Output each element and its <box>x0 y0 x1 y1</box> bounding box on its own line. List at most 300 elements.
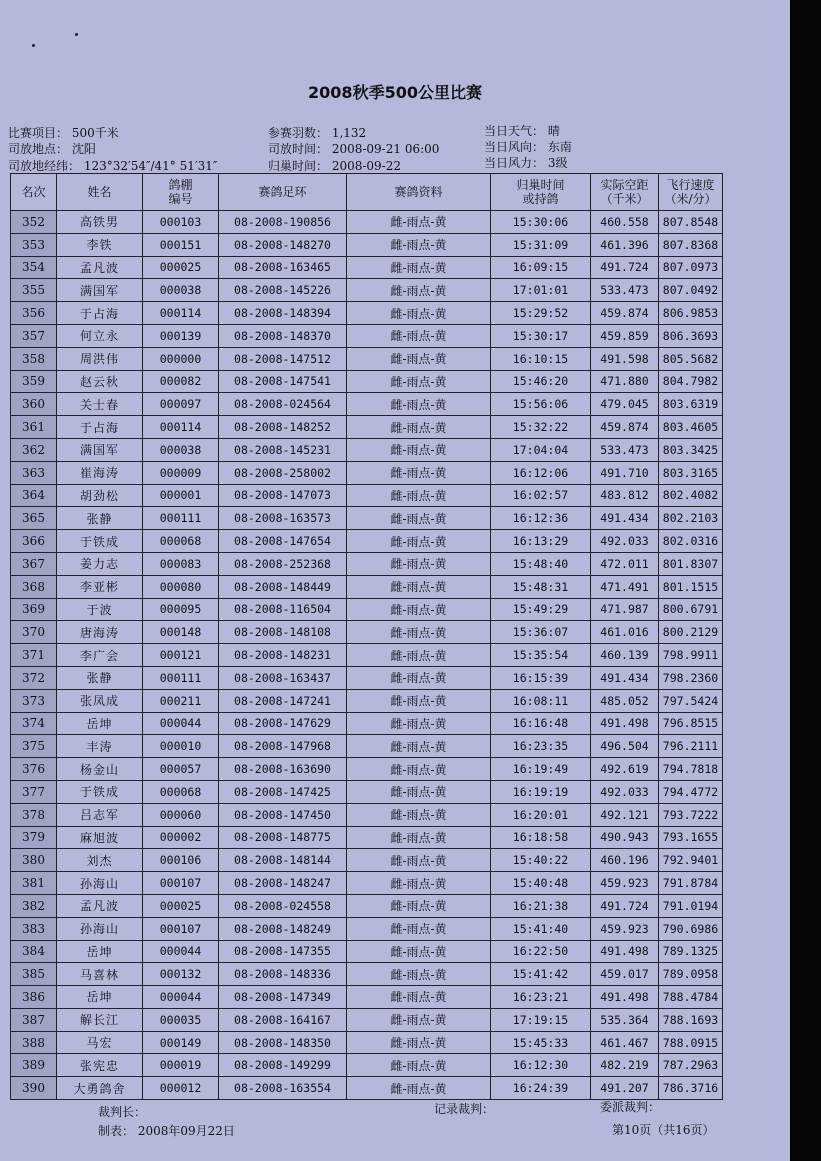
cell-speed: 807.0492 <box>659 279 723 302</box>
cell-name: 于占海 <box>57 302 143 325</box>
cell-arrival: 15:40:48 <box>491 872 591 895</box>
cell-rank: 353 <box>11 233 57 256</box>
cell-arrival: 15:40:22 <box>491 849 591 872</box>
cell-speed: 803.3425 <box>659 438 723 461</box>
cell-loft-id: 000068 <box>143 530 219 553</box>
info-entries: 参赛羽数： 1,132 <box>268 126 367 140</box>
cell-rank: 383 <box>11 917 57 940</box>
cell-rank: 354 <box>11 256 57 279</box>
info-release-place: 司放地点： 沈阳 <box>8 142 96 156</box>
cell-distance: 482.219 <box>591 1054 659 1077</box>
cell-ring: 08-2008-163554 <box>219 1077 347 1100</box>
page-title: 2008秋季500公里比赛 <box>308 83 482 102</box>
cell-loft-id: 000057 <box>143 758 219 781</box>
cell-name: 赵云秋 <box>57 370 143 393</box>
cell-rank: 357 <box>11 324 57 347</box>
cell-distance: 533.473 <box>591 279 659 302</box>
table-row <box>11 780 723 803</box>
cell-name: 高铁男 <box>57 211 143 234</box>
cell-distance: 460.196 <box>591 849 659 872</box>
cell-loft-id: 000002 <box>143 826 219 849</box>
cell-distance: 459.874 <box>591 416 659 439</box>
cell-arrival: 15:48:40 <box>491 552 591 575</box>
header-col-arrival: 归巢时间 或持鸽 <box>491 174 591 211</box>
cell-speed: 791.8784 <box>659 872 723 895</box>
cell-bird-info: 雌-雨点-黄 <box>347 211 491 234</box>
table-row <box>11 986 723 1009</box>
table-row <box>11 940 723 963</box>
cell-name: 崔海涛 <box>57 461 143 484</box>
cell-ring: 08-2008-148350 <box>219 1031 347 1054</box>
cell-ring: 08-2008-163437 <box>219 666 347 689</box>
cell-distance: 479.045 <box>591 393 659 416</box>
table-row <box>11 963 723 986</box>
info-wind-force: 当日风力： 3级 <box>484 156 568 170</box>
cell-ring: 08-2008-148370 <box>219 324 347 347</box>
cell-rank: 356 <box>11 302 57 325</box>
cell-name: 杨金山 <box>57 758 143 781</box>
cell-distance: 490.943 <box>591 826 659 849</box>
cell-distance: 461.396 <box>591 233 659 256</box>
cell-ring: 08-2008-252368 <box>219 552 347 575</box>
header-col-distance: 实际空距 （千米） <box>591 174 659 211</box>
table-row <box>11 872 723 895</box>
cell-speed: 802.4082 <box>659 484 723 507</box>
table-row <box>11 211 723 234</box>
cell-name: 吕志军 <box>57 803 143 826</box>
cell-name: 于铁成 <box>57 780 143 803</box>
cell-speed: 790.6986 <box>659 917 723 940</box>
table-row <box>11 507 723 530</box>
cell-loft-id: 000083 <box>143 552 219 575</box>
cell-loft-id: 000095 <box>143 598 219 621</box>
cell-speed: 794.4772 <box>659 780 723 803</box>
cell-speed: 787.2963 <box>659 1054 723 1077</box>
scan-speck <box>75 33 78 36</box>
cell-loft-id: 000060 <box>143 803 219 826</box>
cell-speed: 794.7818 <box>659 758 723 781</box>
info-weather: 当日天气： 晴 <box>484 124 560 138</box>
cell-rank: 371 <box>11 644 57 667</box>
cell-name: 马喜林 <box>57 963 143 986</box>
table-row <box>11 530 723 553</box>
table-row <box>11 416 723 439</box>
cell-ring: 08-2008-024558 <box>219 894 347 917</box>
cell-rank: 379 <box>11 826 57 849</box>
cell-ring: 08-2008-149299 <box>219 1054 347 1077</box>
header-col-speed: 飞行速度 （米/分） <box>659 174 723 211</box>
footer-referee: 裁判长： <box>98 1105 147 1119</box>
cell-ring: 08-2008-147349 <box>219 986 347 1009</box>
table-row <box>11 894 723 917</box>
scan-border <box>790 0 821 1161</box>
cell-bird-info: 雌-雨点-黄 <box>347 416 491 439</box>
cell-arrival: 16:15:39 <box>491 666 591 689</box>
cell-loft-id: 000148 <box>143 621 219 644</box>
cell-ring: 08-2008-148394 <box>219 302 347 325</box>
info-coordinates: 司放地经纬： 123°32′54″/41° 51′31″ <box>8 159 218 173</box>
cell-rank: 390 <box>11 1077 57 1100</box>
cell-arrival: 15:35:54 <box>491 644 591 667</box>
header-col-loft-id: 鸽棚 编号 <box>143 174 219 211</box>
cell-arrival: 15:36:07 <box>491 621 591 644</box>
cell-distance: 459.017 <box>591 963 659 986</box>
table-row <box>11 1054 723 1077</box>
cell-distance: 483.812 <box>591 484 659 507</box>
header-col-ring: 赛鸽足环 <box>219 174 347 211</box>
cell-rank: 363 <box>11 461 57 484</box>
cell-distance: 459.923 <box>591 872 659 895</box>
cell-ring: 08-2008-147241 <box>219 689 347 712</box>
footer-page-number: 第10页（共16页） <box>612 1123 715 1137</box>
table-row <box>11 712 723 735</box>
cell-loft-id: 000121 <box>143 644 219 667</box>
cell-arrival: 16:12:36 <box>491 507 591 530</box>
cell-loft-id: 000107 <box>143 872 219 895</box>
cell-rank: 352 <box>11 211 57 234</box>
cell-rank: 378 <box>11 803 57 826</box>
table-row <box>11 644 723 667</box>
cell-distance: 491.498 <box>591 712 659 735</box>
cell-name: 李亚彬 <box>57 575 143 598</box>
cell-speed: 801.1515 <box>659 575 723 598</box>
cell-rank: 389 <box>11 1054 57 1077</box>
cell-rank: 380 <box>11 849 57 872</box>
cell-loft-id: 000001 <box>143 484 219 507</box>
cell-speed: 789.1325 <box>659 940 723 963</box>
table-row <box>11 370 723 393</box>
cell-loft-id: 000038 <box>143 279 219 302</box>
cell-rank: 372 <box>11 666 57 689</box>
cell-rank: 365 <box>11 507 57 530</box>
cell-bird-info: 雌-雨点-黄 <box>347 689 491 712</box>
cell-rank: 366 <box>11 530 57 553</box>
cell-loft-id: 000000 <box>143 347 219 370</box>
cell-name: 孙海山 <box>57 872 143 895</box>
cell-bird-info: 雌-雨点-黄 <box>347 461 491 484</box>
table-row <box>11 347 723 370</box>
cell-speed: 804.7982 <box>659 370 723 393</box>
cell-name: 关士春 <box>57 393 143 416</box>
cell-rank: 375 <box>11 735 57 758</box>
cell-distance: 461.467 <box>591 1031 659 1054</box>
cell-speed: 791.0194 <box>659 894 723 917</box>
cell-name: 张凤成 <box>57 689 143 712</box>
cell-loft-id: 000012 <box>143 1077 219 1100</box>
table-row <box>11 461 723 484</box>
table-row <box>11 393 723 416</box>
cell-loft-id: 000044 <box>143 712 219 735</box>
info-wind-direction: 当日风向： 东南 <box>484 140 572 154</box>
cell-bird-info: 雌-雨点-黄 <box>347 302 491 325</box>
table-row <box>11 666 723 689</box>
cell-distance: 491.710 <box>591 461 659 484</box>
cell-bird-info: 雌-雨点-黄 <box>347 233 491 256</box>
cell-arrival: 16:02:57 <box>491 484 591 507</box>
cell-ring: 08-2008-148449 <box>219 575 347 598</box>
cell-name: 岳坤 <box>57 940 143 963</box>
cell-arrival: 16:19:19 <box>491 780 591 803</box>
cell-bird-info: 雌-雨点-黄 <box>347 872 491 895</box>
cell-ring: 08-2008-145226 <box>219 279 347 302</box>
cell-ring: 08-2008-147968 <box>219 735 347 758</box>
cell-arrival: 16:12:06 <box>491 461 591 484</box>
cell-ring: 08-2008-116504 <box>219 598 347 621</box>
cell-arrival: 15:41:42 <box>491 963 591 986</box>
table-row <box>11 484 723 507</box>
cell-rank: 355 <box>11 279 57 302</box>
cell-name: 孟凡波 <box>57 256 143 279</box>
table-row <box>11 438 723 461</box>
cell-name: 马宏 <box>57 1031 143 1054</box>
cell-distance: 471.987 <box>591 598 659 621</box>
cell-loft-id: 000010 <box>143 735 219 758</box>
cell-arrival: 15:46:20 <box>491 370 591 393</box>
cell-name: 刘杰 <box>57 849 143 872</box>
header-col-name: 姓名 <box>57 174 143 211</box>
cell-loft-id: 000044 <box>143 940 219 963</box>
cell-ring: 08-2008-163465 <box>219 256 347 279</box>
table-row <box>11 689 723 712</box>
info-event: 比赛项目： 500千米 <box>8 126 119 140</box>
cell-bird-info: 雌-雨点-黄 <box>347 575 491 598</box>
cell-loft-id: 000025 <box>143 894 219 917</box>
cell-rank: 369 <box>11 598 57 621</box>
cell-distance: 485.052 <box>591 689 659 712</box>
cell-bird-info: 雌-雨点-黄 <box>347 917 491 940</box>
cell-bird-info: 雌-雨点-黄 <box>347 347 491 370</box>
cell-speed: 788.0915 <box>659 1031 723 1054</box>
cell-rank: 382 <box>11 894 57 917</box>
cell-rank: 373 <box>11 689 57 712</box>
cell-bird-info: 雌-雨点-黄 <box>347 1054 491 1077</box>
cell-bird-info: 雌-雨点-黄 <box>347 256 491 279</box>
cell-ring: 08-2008-148231 <box>219 644 347 667</box>
cell-bird-info: 雌-雨点-黄 <box>347 1008 491 1031</box>
cell-loft-id: 000103 <box>143 211 219 234</box>
cell-bird-info: 雌-雨点-黄 <box>347 324 491 347</box>
scan-speck <box>32 44 35 47</box>
cell-arrival: 16:21:38 <box>491 894 591 917</box>
cell-name: 岳坤 <box>57 712 143 735</box>
cell-arrival: 17:04:04 <box>491 438 591 461</box>
cell-arrival: 16:24:39 <box>491 1077 591 1100</box>
cell-distance: 492.619 <box>591 758 659 781</box>
table-row <box>11 552 723 575</box>
cell-ring: 08-2008-145231 <box>219 438 347 461</box>
cell-loft-id: 000025 <box>143 256 219 279</box>
cell-ring: 08-2008-163690 <box>219 758 347 781</box>
info-return-time: 归巢时间： 2008-09-22 <box>268 159 402 173</box>
cell-distance: 459.874 <box>591 302 659 325</box>
table-row <box>11 1008 723 1031</box>
table-row <box>11 735 723 758</box>
cell-speed: 788.1693 <box>659 1008 723 1031</box>
table-row <box>11 1031 723 1054</box>
cell-name: 于铁成 <box>57 530 143 553</box>
cell-speed: 802.0316 <box>659 530 723 553</box>
cell-rank: 359 <box>11 370 57 393</box>
cell-ring: 08-2008-258002 <box>219 461 347 484</box>
cell-speed: 803.4605 <box>659 416 723 439</box>
cell-speed: 805.5682 <box>659 347 723 370</box>
cell-speed: 792.9401 <box>659 849 723 872</box>
cell-loft-id: 000139 <box>143 324 219 347</box>
cell-loft-id: 000106 <box>143 849 219 872</box>
cell-name: 满国军 <box>57 279 143 302</box>
cell-loft-id: 000114 <box>143 416 219 439</box>
cell-rank: 362 <box>11 438 57 461</box>
cell-arrival: 16:16:48 <box>491 712 591 735</box>
cell-rank: 384 <box>11 940 57 963</box>
cell-speed: 806.9853 <box>659 302 723 325</box>
cell-distance: 492.033 <box>591 780 659 803</box>
cell-distance: 492.033 <box>591 530 659 553</box>
header-col-rank: 名次 <box>11 174 57 211</box>
cell-name: 张静 <box>57 666 143 689</box>
cell-distance: 491.498 <box>591 940 659 963</box>
cell-ring: 08-2008-148247 <box>219 872 347 895</box>
cell-arrival: 16:23:21 <box>491 986 591 1009</box>
cell-rank: 361 <box>11 416 57 439</box>
cell-arrival: 16:12:30 <box>491 1054 591 1077</box>
table-row <box>11 621 723 644</box>
cell-speed: 802.2103 <box>659 507 723 530</box>
cell-name: 张宪忠 <box>57 1054 143 1077</box>
table-row <box>11 302 723 325</box>
cell-distance: 459.923 <box>591 917 659 940</box>
cell-arrival: 15:32:22 <box>491 416 591 439</box>
cell-distance: 491.724 <box>591 894 659 917</box>
table-row <box>11 917 723 940</box>
cell-distance: 491.434 <box>591 507 659 530</box>
cell-bird-info: 雌-雨点-黄 <box>347 666 491 689</box>
cell-speed: 788.4784 <box>659 986 723 1009</box>
cell-loft-id: 000149 <box>143 1031 219 1054</box>
cell-bird-info: 雌-雨点-黄 <box>347 621 491 644</box>
cell-loft-id: 000111 <box>143 666 219 689</box>
cell-ring: 08-2008-148249 <box>219 917 347 940</box>
cell-bird-info: 雌-雨点-黄 <box>347 1031 491 1054</box>
cell-loft-id: 000035 <box>143 1008 219 1031</box>
table-row <box>11 279 723 302</box>
cell-bird-info: 雌-雨点-黄 <box>347 1077 491 1100</box>
cell-bird-info: 雌-雨点-黄 <box>347 644 491 667</box>
cell-distance: 491.498 <box>591 986 659 1009</box>
cell-name: 大勇鸽舍 <box>57 1077 143 1100</box>
cell-bird-info: 雌-雨点-黄 <box>347 826 491 849</box>
cell-arrival: 16:09:15 <box>491 256 591 279</box>
cell-name: 于占海 <box>57 416 143 439</box>
cell-rank: 387 <box>11 1008 57 1031</box>
cell-name: 姜力志 <box>57 552 143 575</box>
cell-ring: 08-2008-163573 <box>219 507 347 530</box>
cell-rank: 364 <box>11 484 57 507</box>
cell-arrival: 17:01:01 <box>491 279 591 302</box>
cell-name: 何立永 <box>57 324 143 347</box>
cell-distance: 535.364 <box>591 1008 659 1031</box>
cell-bird-info: 雌-雨点-黄 <box>347 780 491 803</box>
cell-arrival: 15:30:17 <box>491 324 591 347</box>
cell-bird-info: 雌-雨点-黄 <box>347 530 491 553</box>
cell-bird-info: 雌-雨点-黄 <box>347 279 491 302</box>
cell-rank: 386 <box>11 986 57 1009</box>
cell-rank: 377 <box>11 780 57 803</box>
cell-speed: 807.8368 <box>659 233 723 256</box>
footer-delegate: 委派裁判： <box>600 1100 661 1114</box>
cell-arrival: 15:31:09 <box>491 233 591 256</box>
footer-recorder: 记录裁判： <box>434 1102 495 1116</box>
cell-arrival: 15:56:06 <box>491 393 591 416</box>
cell-speed: 786.3716 <box>659 1077 723 1100</box>
cell-ring: 08-2008-147512 <box>219 347 347 370</box>
cell-arrival: 15:49:29 <box>491 598 591 621</box>
cell-distance: 491.724 <box>591 256 659 279</box>
cell-arrival: 16:23:35 <box>491 735 591 758</box>
cell-loft-id: 000068 <box>143 780 219 803</box>
cell-bird-info: 雌-雨点-黄 <box>347 393 491 416</box>
cell-loft-id: 000097 <box>143 393 219 416</box>
cell-ring: 08-2008-190856 <box>219 211 347 234</box>
cell-name: 李铁 <box>57 233 143 256</box>
cell-arrival: 15:30:06 <box>491 211 591 234</box>
cell-name: 孙海山 <box>57 917 143 940</box>
cell-name: 于波 <box>57 598 143 621</box>
cell-speed: 796.8515 <box>659 712 723 735</box>
cell-arrival: 17:19:15 <box>491 1008 591 1031</box>
cell-name: 李广会 <box>57 644 143 667</box>
cell-loft-id: 000080 <box>143 575 219 598</box>
table-row <box>11 826 723 849</box>
cell-rank: 370 <box>11 621 57 644</box>
cell-bird-info: 雌-雨点-黄 <box>347 894 491 917</box>
cell-distance: 496.504 <box>591 735 659 758</box>
cell-distance: 533.473 <box>591 438 659 461</box>
cell-ring: 08-2008-147541 <box>219 370 347 393</box>
cell-name: 麻旭波 <box>57 826 143 849</box>
cell-distance: 491.598 <box>591 347 659 370</box>
cell-bird-info: 雌-雨点-黄 <box>347 484 491 507</box>
cell-distance: 471.880 <box>591 370 659 393</box>
cell-loft-id: 000019 <box>143 1054 219 1077</box>
cell-arrival: 16:18:58 <box>491 826 591 849</box>
cell-arrival: 15:41:40 <box>491 917 591 940</box>
cell-speed: 800.2129 <box>659 621 723 644</box>
cell-ring: 08-2008-148775 <box>219 826 347 849</box>
table-row <box>11 256 723 279</box>
cell-distance: 472.011 <box>591 552 659 575</box>
cell-bird-info: 雌-雨点-黄 <box>347 552 491 575</box>
table-header-row <box>11 174 723 211</box>
cell-speed: 807.0973 <box>659 256 723 279</box>
cell-ring: 08-2008-147450 <box>219 803 347 826</box>
cell-arrival: 15:45:33 <box>491 1031 591 1054</box>
cell-bird-info: 雌-雨点-黄 <box>347 758 491 781</box>
cell-arrival: 15:48:31 <box>491 575 591 598</box>
cell-rank: 374 <box>11 712 57 735</box>
footer-made-date: 制表： 2008年09月22日 <box>98 1124 235 1138</box>
cell-loft-id: 000111 <box>143 507 219 530</box>
cell-loft-id: 000044 <box>143 986 219 1009</box>
cell-name: 孟凡波 <box>57 894 143 917</box>
cell-speed: 789.0958 <box>659 963 723 986</box>
cell-loft-id: 000114 <box>143 302 219 325</box>
cell-bird-info: 雌-雨点-黄 <box>347 963 491 986</box>
table-row <box>11 233 723 256</box>
cell-distance: 491.434 <box>591 666 659 689</box>
cell-distance: 460.558 <box>591 211 659 234</box>
cell-speed: 803.6319 <box>659 393 723 416</box>
